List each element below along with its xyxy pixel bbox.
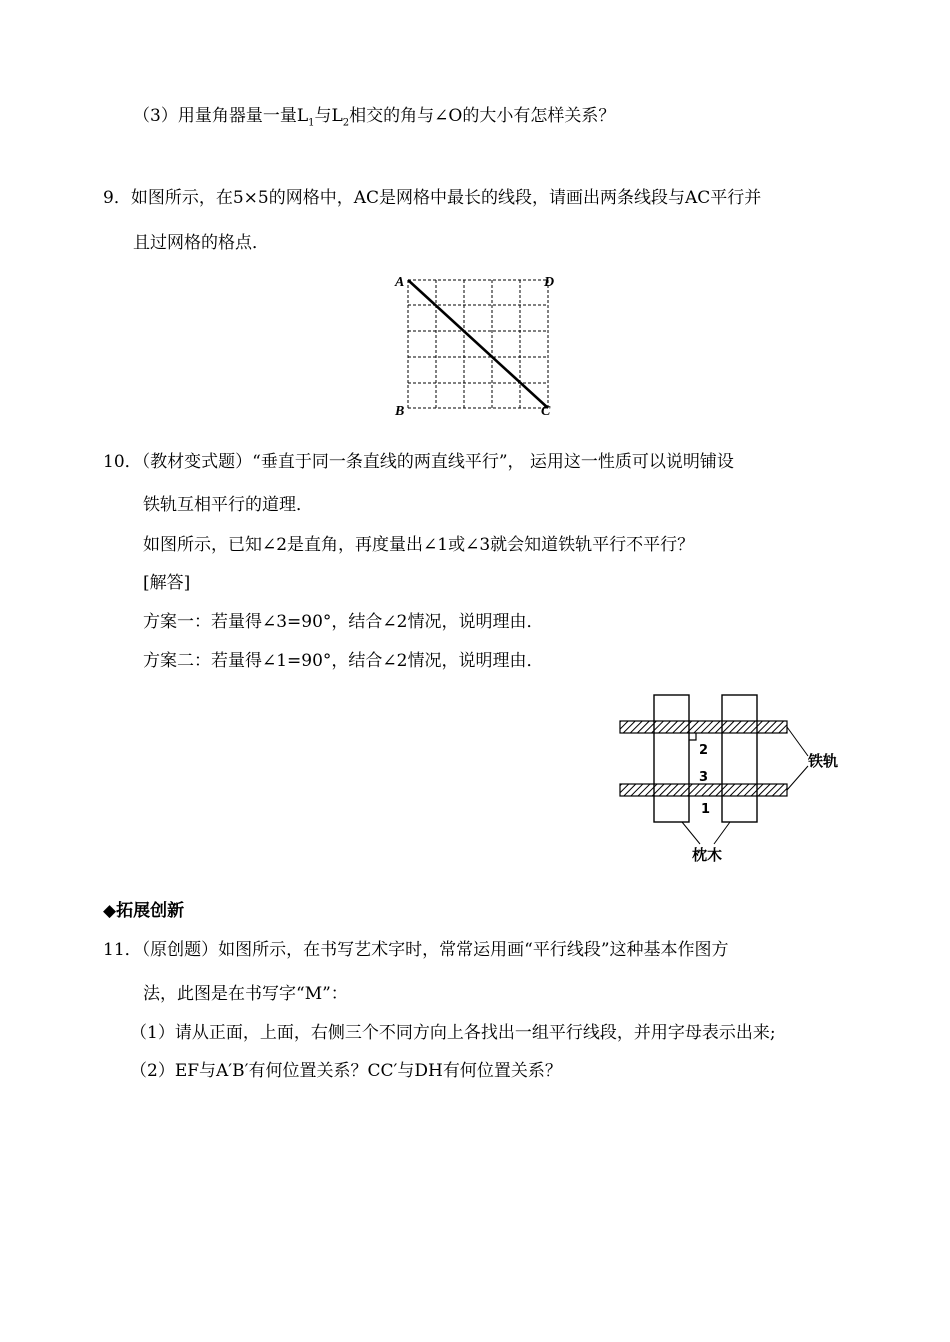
rail-figure — [616, 690, 856, 865]
q8-l1: L — [296, 106, 309, 126]
q11-line3: （1）请从正面，上面，右侧三个不同方向上各找出一组平行线段，并用字母表示出来; — [130, 1023, 776, 1043]
q8-l1-sub: 1 — [308, 117, 315, 129]
section-title: ◆拓展创新 — [103, 901, 185, 921]
q8-part3 — [133, 104, 615, 135]
segment-ac — [408, 280, 548, 408]
label-b: B — [395, 404, 405, 419]
sleeper-label: 枕木 — [692, 846, 723, 864]
q9-line1: 9．如图所示，在5×5的网格中，AC是网格中最长的线段，请画出两条线段与AC平行并 — [103, 188, 762, 208]
rail-bottom — [620, 784, 787, 796]
q8-l2: L — [331, 106, 343, 126]
label-a: A — [395, 275, 405, 290]
q8-with: 与 — [314, 106, 332, 126]
q10-plan2: 方案二：若量得∠1=90°，结合∠2情况，说明理由． — [143, 651, 544, 671]
q9-line2: 且过网格的格点． — [133, 233, 269, 253]
rail-top — [620, 721, 787, 733]
rail-label: 铁轨 — [808, 752, 839, 770]
label-c: C — [541, 404, 551, 419]
sleeper-left — [654, 695, 689, 822]
q10-plan1: 方案一：若量得∠3=90°，结合∠2情况，说明理由． — [143, 612, 544, 632]
q11-line2: 法，此图是在书写字“M”： — [143, 984, 348, 1004]
q10-line2: 铁轨互相平行的道理． — [143, 495, 313, 515]
right-angle-mark — [689, 733, 696, 740]
q11-line4: （2）EF与A′B′有何位置关系？CC′与DH有何位置关系？ — [130, 1061, 562, 1081]
angle-3-label: 3 — [699, 770, 709, 785]
angle-1-label: 1 — [701, 802, 711, 817]
q8-part3-suffix: 相交的角与∠O的大小有怎样关系？ — [349, 106, 616, 126]
angle-2-label: 2 — [699, 743, 709, 758]
q8-l2-sub: 2 — [342, 117, 350, 129]
q11-line1: 11．（原创题）如图所示，在书写艺术字时，常常运用画“平行线段”这种基本作图方 — [103, 940, 729, 960]
q10-line1: 10．（教材变式题）“垂直于同一条直线的两直线平行”， 运用这一性质可以说明铺设 — [103, 452, 734, 472]
q10-answer-heading: [解答] — [143, 573, 191, 593]
grid-figure — [392, 272, 562, 422]
label-d: D — [544, 275, 555, 290]
q8-part3-prefix: （3）用量角器量一量 — [133, 106, 297, 126]
sleeper-right — [722, 695, 757, 822]
q10-line3: 如图所示，已知∠2是直角，再度量出∠1或∠3就会知道铁轨平行不平行？ — [143, 535, 695, 555]
